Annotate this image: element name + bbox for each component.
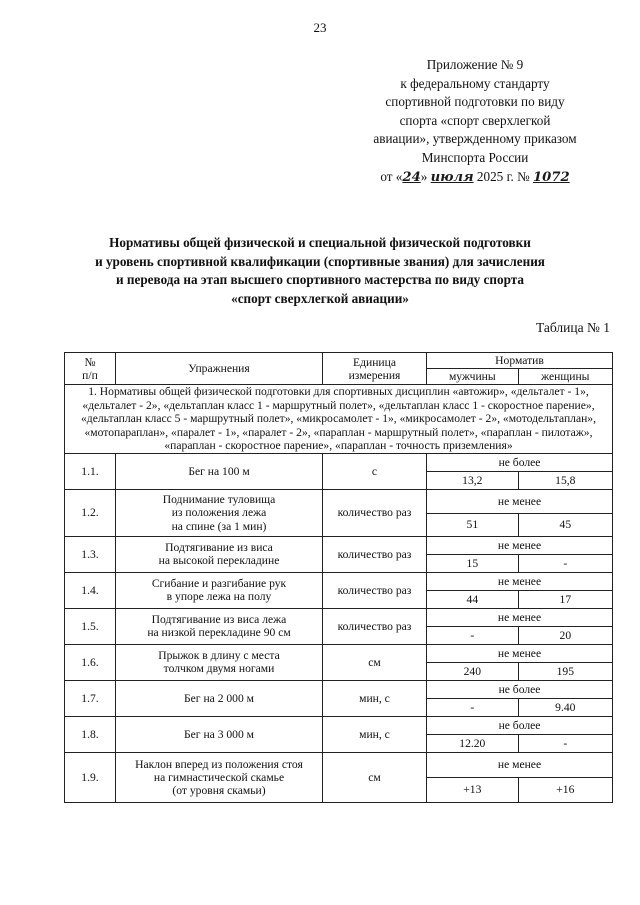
row-qualifier: не более (427, 680, 613, 698)
row-number: 1.6. (65, 644, 116, 680)
row-number: 1.9. (65, 752, 116, 802)
appendix-line: спорта «спорт сверхлегкой (399, 112, 551, 128)
appendix-line: спортивной подготовки по виду (385, 94, 565, 110)
header-women: женщины (518, 369, 612, 385)
row-qualifier: не более (427, 716, 613, 734)
row-women-value: 195 (518, 662, 612, 680)
section-title: 1. Нормативы общей физической подготовки для спортивных дисциплин «автожир», «дельталет - 1», «дельталет - 2», «дельтаплан класс 1 - маршрутный полет», «дельтаплан класс 1 - скоростное парение», «дельтаплан класс 5 - маршрутный полет», «микросамолет - 1», «микросамолет - 2», «мотодельтаплан», «мотопараплан», «паралет - 1», «паралет - 2», «параплан - маршрутный полет», «параплан - пилотаж», «параплан - скоростное парение», «параплан - точность приземления» (65, 385, 613, 454)
order-reference (340, 168, 610, 188)
section-row (65, 385, 613, 454)
appendix-block (340, 56, 610, 187)
row-number: 1.3. (65, 536, 116, 572)
table-row (65, 644, 613, 662)
norms-table (64, 352, 613, 803)
order-mid: » (420, 168, 428, 184)
row-qualifier: не менее (427, 644, 613, 662)
row-exercise: Сгибание и разгибание рук в упоре лежа на полу (116, 572, 323, 608)
row-men-value: - (427, 626, 519, 644)
row-men-value: +13 (427, 777, 519, 802)
row-qualifier: не менее (427, 489, 613, 513)
row-exercise: Бег на 100 м (116, 453, 323, 489)
row-men-value: 13,2 (427, 471, 519, 489)
table-row (65, 453, 613, 471)
row-exercise: Поднимание туловища из положения лежа на спине (за 1 мин) (116, 489, 323, 536)
row-women-value: 15,8 (518, 471, 612, 489)
row-unit: количество раз (323, 536, 427, 572)
title-line: и уровень спортивной квалификации (спортивные звания) для зачисления (95, 253, 545, 269)
row-unit: см (323, 752, 427, 802)
header-norm: Норматив (427, 353, 613, 369)
row-number: 1.2. (65, 489, 116, 536)
row-exercise: Бег на 3 000 м (116, 716, 323, 752)
table-row (65, 680, 613, 698)
title-line: «спорт сверхлегкой авиации» (231, 290, 409, 306)
row-unit: см (323, 644, 427, 680)
row-qualifier: не более (427, 453, 613, 471)
table-row (65, 572, 613, 590)
row-number: 1.1. (65, 453, 116, 489)
row-exercise: Подтягивание из виса на высокой перекладине (116, 536, 323, 572)
header-number: № п/п (65, 353, 116, 385)
appendix-line: Минспорта России (421, 149, 529, 165)
row-women-value: +16 (518, 777, 612, 802)
table-caption: Таблица № 1 (536, 320, 610, 335)
row-women-value: - (518, 734, 612, 752)
title-line: и перевода на этап высшего спортивного мастерства по виду спорта (116, 272, 524, 288)
table-row (65, 752, 613, 777)
row-women-value: - (518, 554, 612, 572)
row-men-value: 44 (427, 590, 519, 608)
page-number: 23 (313, 20, 327, 35)
row-men-value: 15 (427, 554, 519, 572)
row-unit: количество раз (323, 572, 427, 608)
appendix-line: к федеральному стандарту (400, 75, 550, 91)
row-women-value: 17 (518, 590, 612, 608)
row-number: 1.8. (65, 716, 116, 752)
row-unit: мин, с (323, 680, 427, 716)
row-exercise: Подтягивание из виса лежа на низкой перекладине 90 см (116, 608, 323, 644)
row-number: 1.7. (65, 680, 116, 716)
row-exercise: Бег на 2 000 м (116, 680, 323, 716)
row-exercise: Прыжок в длину с места толчком двумя ногами (116, 644, 323, 680)
row-qualifier: не менее (427, 752, 613, 777)
row-unit: количество раз (323, 608, 427, 644)
row-unit: мин, с (323, 716, 427, 752)
table-row (65, 716, 613, 734)
row-women-value: 9.40 (518, 698, 612, 716)
row-unit: с (323, 453, 427, 489)
header-exercise: Упражнения (116, 353, 323, 385)
order-number-handwritten: 1072 (532, 169, 570, 185)
row-number: 1.4. (65, 572, 116, 608)
row-exercise: Наклон вперед из положения стоя на гимнастической скамье (от уровня скамьи) (116, 752, 323, 802)
row-qualifier: не менее (427, 572, 613, 590)
row-men-value: 12.20 (427, 734, 519, 752)
header-men: мужчины (427, 369, 519, 385)
row-qualifier: не менее (427, 536, 613, 554)
table-row (65, 536, 613, 554)
table-row (65, 608, 613, 626)
row-men-value: 240 (427, 662, 519, 680)
order-year: 2025 г. № (476, 168, 530, 184)
row-men-value: 51 (427, 513, 519, 536)
row-unit: количество раз (323, 489, 427, 536)
header-unit: Единица измерения (323, 353, 427, 385)
row-women-value: 20 (518, 626, 612, 644)
title-line: Нормативы общей физической и специальной физической подготовки (109, 235, 531, 250)
row-men-value: - (427, 698, 519, 716)
row-number: 1.5. (65, 608, 116, 644)
appendix-line: Приложение № 9 (426, 57, 524, 72)
table-row (65, 489, 613, 513)
order-prefix: от « (380, 168, 403, 184)
document-title (40, 234, 600, 308)
order-month-handwritten: июля (430, 169, 474, 185)
appendix-line: авиации», утвержденному приказом (373, 131, 577, 147)
order-day-handwritten: 24 (402, 169, 421, 185)
row-women-value: 45 (518, 513, 612, 536)
row-qualifier: не менее (427, 608, 613, 626)
